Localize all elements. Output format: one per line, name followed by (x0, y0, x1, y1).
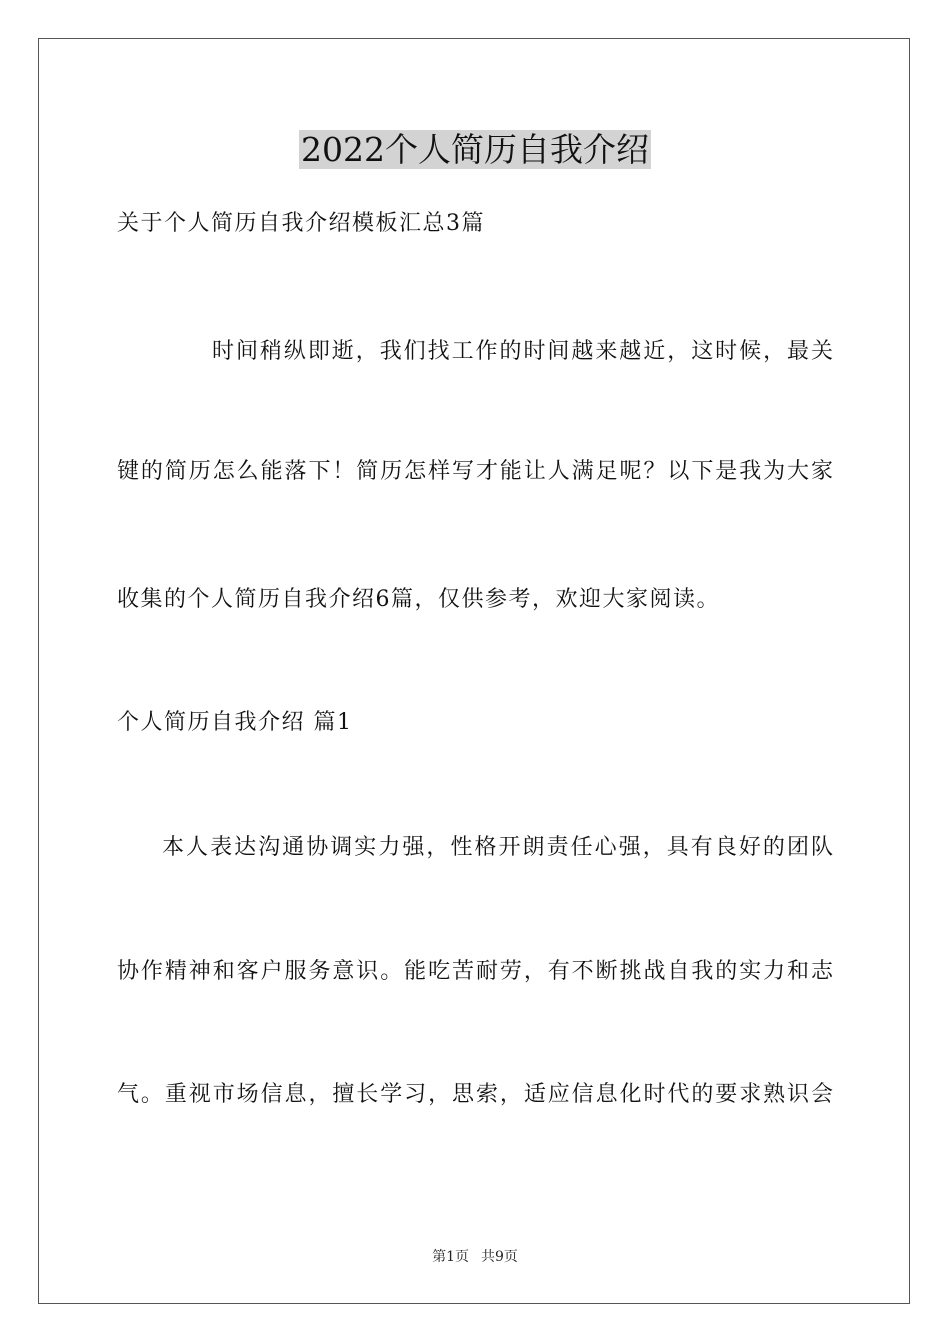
paragraph-line: 本人表达沟通协调实力强，性格开朗责任心强，具有良好的团队 (162, 835, 833, 860)
document-title (0, 128, 950, 172)
paragraph-line: 协作精神和客户服务意识。能吃苦耐劳，有不断挑战自我的实力和志 (117, 959, 833, 984)
section-heading: 个人简历自我介绍 篇1 (117, 710, 353, 735)
paragraph-line: 气。重视市场信息，擅长学习，思索，适应信息化时代的要求熟识会 (117, 1082, 833, 1107)
paragraph-line: 收集的个人简历自我介绍6篇，仅供参考，欢迎大家阅读。 (117, 587, 720, 612)
paragraph-line: 时间稍纵即逝，我们找工作的时间越来越近，这时候，最关 (212, 339, 833, 364)
page-total: 共9页 (481, 1249, 518, 1265)
summary-line: 关于个人简历自我介绍模板汇总3篇 (117, 211, 485, 236)
page-footer (0, 1247, 950, 1267)
paragraph-line: 键的简历怎么能落下！简历怎样写才能让人满足呢？以下是我为大家 (117, 459, 833, 484)
document-title-text: 2022个人简历自我介绍 (301, 130, 649, 169)
page-number: 第1页 (432, 1249, 469, 1265)
